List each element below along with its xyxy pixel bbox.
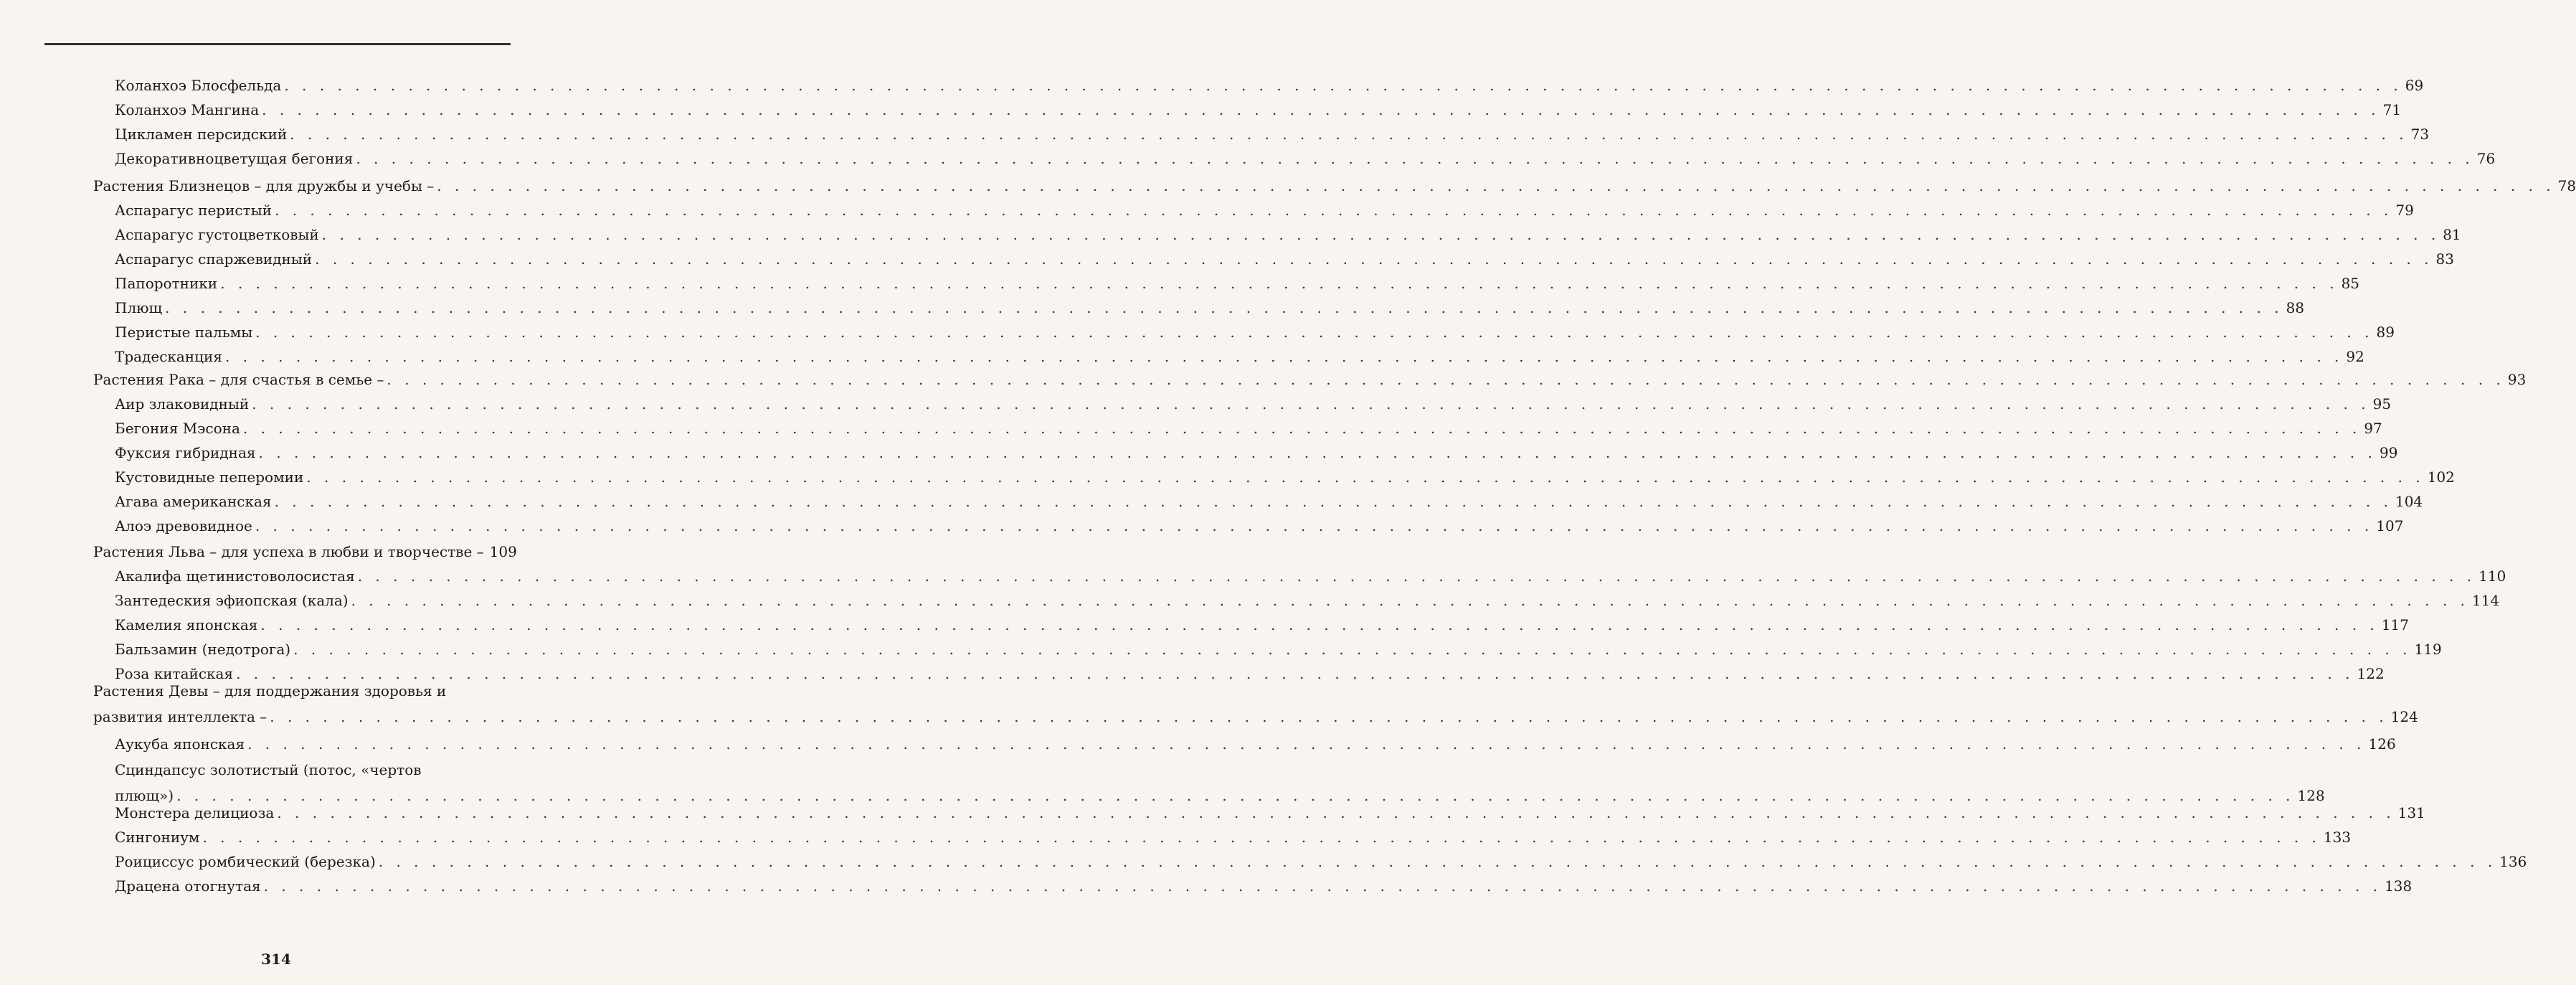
toc-entry-title: развития интеллекта – — [93, 708, 267, 725]
dot-leader: . . . . . . . . . . . . . . . . . . . . . . . . . . . . . . . . . . . . . . . . . . . . . . . . . . . . . . . . . . . . . . . . . . . . . . . . . . . . . . . . . . . . . . . . . . . . . . . . . . . . . . . . . . . . . . . . . . . . . . . . — [252, 395, 2370, 413]
toc-entry-title: Папоротники — [115, 275, 218, 292]
toc-entry-title: Коланхоэ Мангина — [115, 101, 260, 118]
toc-entry-title: Аспарагус спаржевидный — [115, 250, 313, 268]
dot-leader: . . . . . . . . . . . . . . . . . . . . . . . . . . . . . . . . . . . . . . . . . . . . . . . . . . . . . . . . . . . . . . . . . . . . . . . . . . . . . . . . . . . . . . . . . . . . . . . . . . . . . . . . . . . . . . . . . . . . . . . . — [165, 299, 2283, 316]
toc-entry-title-line: Сциндапсус золотистый (потос, «чертов — [115, 761, 422, 778]
dot-leader: . . . . . . . . . . . . . . . . . . . . . . . . . . . . . . . . . . . . . . . . . . . . . . . . . . . . . . . . . . . . . . . . . . . . . . . . . . . . . . . . . . . . . . . . . . . . . . . . . . . . . . . . . . . . . . . . . . . . . . . . — [255, 324, 2374, 341]
toc-entry-title: Бальзамин (недотрога) — [115, 641, 291, 658]
toc-entry-title: Аир злаковидный — [115, 395, 250, 413]
dot-leader: . . . . . . . . . . . . . . . . . . . . . . . . . . . . . . . . . . . . . . . . . . . . . . . . . . . . . . . . . . . . . . . . . . . . . . . . . . . . . . . . . . . . . . . . . . . . . . . . . . . . . . . . . . . . . . . . . . . . . . . . — [247, 735, 2366, 753]
toc-page-number: 79 — [2395, 202, 2414, 219]
toc-entry-title: Плющ — [115, 299, 163, 316]
toc-page-number: 95 — [2372, 395, 2392, 413]
dot-leader: . . . . . . . . . . . . . . . . . . . . . . . . . . . . . . . . . . . . . . . . . . . . . . . . . . . . . . . . . . . . . . . . . . . . . . . . . . . . . . . . . . . . . . . . . . . . . . . . . . . . . . . . . . . . . . . . . . . . . . . . — [236, 665, 2354, 682]
dot-leader: . . . . . . . . . . . . . . . . . . . . . . . . . . . . . . . . . . . . . . . . . . . . . . . . . . . . . . . . . . . . . . . . . . . . . . . . . . . . . . . . . . . . . . . . . . . . . . . . . . . . . . . . . . . . . . . . . . . . . . . . — [258, 444, 2377, 461]
toc-page-number: 78 — [2557, 177, 2576, 194]
toc-page-number: 97 — [2364, 420, 2382, 437]
toc-entry-title: Растения Близнецов – для дружбы и учебы – — [93, 177, 435, 194]
dot-leader: . . . . . . . . . . . . . . . . . . . . . . . . . . . . . . . . . . . . . . . . . . . . . . . . . . . . . . . . . . . . . . . . . . . . . . . . . . . . . . . . . . . . . . . . . . . . . . . . . . . . . . . . . . . . . . . . . . . . . . . . — [260, 616, 2379, 633]
toc-page-number: 69 — [2405, 77, 2424, 94]
toc-page-number: 104 — [2395, 493, 2423, 510]
toc-page-number: 107 — [2376, 517, 2404, 534]
toc-page-number: 126 — [2368, 735, 2396, 753]
toc-page-number: 89 — [2376, 324, 2395, 341]
toc-entry-title: Зантедеския эфиопская (кала) — [115, 592, 349, 609]
dot-leader: . . . . . . . . . . . . . . . . . . . . . . . . . . . . . . . . . . . . . . . . . . . . . . . . . . . . . . . . . . . . . . . . . . . . . . . . . . . . . . . . . . . . . . . . . . . . . . . . . . . . . . . . . . . . . . . . . . . . . . . . — [277, 804, 2395, 821]
dot-leader: . . . . . . . . . . . . . . . . . . . . . . . . . . . . . . . . . . . . . . . . . . . . . . . . . . . . . . . . . . . . . . . . . . . . . . . . . . . . . . . . . . . . . . . . . . . . . . . . . . . . . . . . . . . . . . . . . . . . . . . . — [270, 708, 2388, 725]
dot-leader: . . . . . . . . . . . . . . . . . . . . . . . . . . . . . . . . . . . . . . . . . . . . . . . . . . . . . . . . . . . . . . . . . . . . . . . . . . . . . . . . . . . . . . . . . . . . . . . . . . . . . . . . . . . . . . . . . . . . . . . . — [378, 853, 2497, 870]
toc-page-number: 119 — [2414, 641, 2442, 658]
dot-leader: . . . . . . . . . . . . . . . . . . . . . . . . . . . . . . . . . . . . . . . . . . . . . . . . . . . . . . . . . . . . . . . . . . . . . . . . . . . . . . . . . . . . . . . . . . . . . . . . . . . . . . . . . . . . . . . . . . . . . . . . — [290, 126, 2408, 143]
toc-page-number: 71 — [2382, 101, 2402, 118]
toc-page-number: 136 — [2499, 853, 2527, 870]
dot-leader: . . . . . . . . . . . . . . . . . . . . . . . . . . . . . . . . . . . . . . . . . . . . . . . . . . . . . . . . . . . . . . . . . . . . . . . . . . . . . . . . . . . . . . . . . . . . . . . . . . . . . . . . . . . . . . . . . . . . . . . . — [220, 275, 2339, 292]
toc-page-number: 85 — [2341, 275, 2360, 292]
toc-entry-title: Кустовидные пеперомии — [115, 468, 304, 486]
toc-page-number: 114 — [2472, 592, 2500, 609]
toc-page-number: 81 — [2443, 226, 2461, 243]
dot-leader: . . . . . . . . . . . . . . . . . . . . . . . . . . . . . . . . . . . . . . . . . . . . . . . . . . . . . . . . . . . . . . . . . . . . . . . . . . . . . . . . . . . . . . . . . . . . . . . . . . . . . . . . . . . . . . . . . . . . . . . . — [224, 348, 2344, 365]
toc-entry-title: Растения Рака – для счастья в семье – — [93, 371, 384, 388]
toc-page-number: 83 — [2435, 250, 2454, 268]
toc-entry-title: Монстера делициоза — [115, 804, 275, 821]
toc-entry-title: Декоративноцветущая бегония — [115, 150, 354, 167]
toc-page-number: 133 — [2323, 829, 2352, 846]
dot-leader: . . . . . . . . . . . . . . . . . . . . . . . . . . . . . . . . . . . . . . . . . . . . . . . . . . . . . . . . . . . . . . . . . . . . . . . . . . . . . . . . . . . . . . . . . . . . . . . . . . . . . . . . . . . . . . . . . . . . . . . . — [356, 150, 2474, 167]
toc-page-number: 131 — [2397, 804, 2425, 821]
dot-leader: . . . . . . . . . . . . . . . . . . . . . . . . . . . . . . . . . . . . . . . . . . . . . . . . . . . . . . . . . . . . . . . . . . . . . . . . . . . . . . . . . . . . . . . . . . . . . . . . . . . . . . . . . . . . . . . . . . . . . . . . — [321, 226, 2440, 243]
toc-page-number: 128 — [2297, 787, 2325, 804]
dot-leader: . . . . . . . . . . . . . . . . . . . . . . . . . . . . . . . . . . . . . . . . . . . . . . . . . . . . . . . . . . . . . . . . . . . . . . . . . . . . . . . . . . . . . . . . . . . . . . . . . . . . . . . . . . . . . . . . . . . . . . . . — [351, 592, 2470, 609]
toc-page-number: 109 — [489, 543, 517, 560]
toc-entry-title: Драцена отогнутая — [115, 877, 261, 895]
toc-page-number: 122 — [2357, 665, 2385, 682]
toc-entry-title: Роициссус ромбический (березка) — [115, 853, 376, 870]
toc-page-number: 138 — [2385, 877, 2412, 895]
toc-entry-title: Роза китайская — [115, 665, 234, 682]
dot-leader: . . . . . . . . . . . . . . . . . . . . . . . . . . . . . . . . . . . . . . . . . . . . . . . . . . . . . . . . . . . . . . . . . . . . . . . . . . . . . . . . . . . . . . . . . . . . . . . . . . . . . . . . . . . . . . . . . . . . . . . . — [306, 468, 2425, 486]
toc-page-number: 110 — [2478, 567, 2506, 585]
toc-entry-title: Акалифа щетинистоволосистая — [115, 567, 355, 585]
toc-entry-title: Традесканция — [115, 348, 222, 365]
toc-entry-title: Цикламен персидский — [115, 126, 288, 143]
toc-page-number: 102 — [2427, 468, 2455, 486]
toc-page-number: 92 — [2346, 348, 2364, 365]
toc-page-number: 99 — [2379, 444, 2398, 461]
toc-entry-title: Сингониум — [115, 829, 200, 846]
dot-leader: . . . . . . . . . . . . . . . . . . . . . . . . . . . . . . . . . . . . . . . . . . . . . . . . . . . . . . . . . . . . . . . . . . . . . . . . . . . . . . . . . . . . . . . . . . . . . . . . . . . . . . . . . . . . . . . . . . . . . . . . — [293, 641, 2412, 658]
dot-leader: . . . . . . . . . . . . . . . . . . . . . . . . . . . . . . . . . . . . . . . . . . . . . . . . . . . . . . . . . . . . . . . . . . . . . . . . . . . . . . . . . . . . . . . . . . . . . . . . . . . . . . . . . . . . . . . . . . . . . . . . — [315, 250, 2433, 268]
dot-leader: . . . . . . . . . . . . . . . . . . . . . . . . . . . . . . . . . . . . . . . . . . . . . . . . . . . . . . . . . . . . . . . . . . . . . . . . . . . . . . . . . . . . . . . . . . . . . . . . . . . . . . . . . . . . . . . . . . . . . . . . — [263, 877, 2382, 895]
toc-entry-title: Аспарагус перистый — [115, 202, 272, 219]
dot-leader: . . . . . . . . . . . . . . . . . . . . . . . . . . . . . . . . . . . . . . . . . . . . . . . . . . . . . . . . . . . . . . . . . . . . . . . . . . . . . . . . . . . . . . . . . . . . . . . . . . . . . . . . . . . . . . . . . . . . . . . . — [255, 517, 2374, 534]
dot-leader: . . . . . . . . . . . . . . . . . . . . . . . . . . . . . . . . . . . . . . . . . . . . . . . . . . . . . . . . . . . . . . . . . . . . . . . . . . . . . . . . . . . . . . . . . . . . . . . . . . . . . . . . . . . . . . . . . . . . . . . . — [274, 493, 2392, 510]
dot-leader: . . . . . . . . . . . . . . . . . . . . . . . . . . . . . . . . . . . . . . . . . . . . . . . . . . . . . . . . . . . . . . . . . . . . . . . . . . . . . . . . . . . . . . . . . . . . . . . . . . . . . . . . . . . . . . . . . . . . . . . . — [262, 101, 2380, 118]
toc-entry-title: Перистые пальмы — [115, 324, 253, 341]
toc-entry-title: Алоэ древовидное — [115, 517, 252, 534]
toc-entry-title: Фуксия гибридная — [115, 444, 256, 461]
page-number: 314 — [261, 951, 291, 968]
dot-leader: . . . . . . . . . . . . . . . . . . . . . . . . . . . . . . . . . . . . . . . . . . . . . . . . . . . . . . . . . . . . . . . . . . . . . . . . . . . . . . . . . . . . . . . . . . . . . . . . . . . . . . . . . . . . . . . . . . . . . . . . — [176, 787, 2295, 804]
toc-page-number: 93 — [2507, 371, 2527, 388]
dot-leader: . . . . . . . . . . . . . . . . . . . . . . . . . . . . . . . . . . . . . . . . . . . . . . . . . . . . . . . . . . . . . . . . . . . . . . . . . . . . . . . . . . . . . . . . . . . . . . . . . . . . . . . . . . . . . . . . . . . . . . . . — [202, 829, 2321, 846]
toc-page-number: 124 — [2390, 708, 2418, 725]
dot-leader: . . . . . . . . . . . . . . . . . . . . . . . . . . . . . . . . . . . . . . . . . . . . . . . . . . . . . . . . . . . . . . . . . . . . . . . . . . . . . . . . . . . . . . . . . . . . . . . . . . . . . . . . . . . . . . . . . . . . . . . . — [242, 420, 2362, 437]
toc-entry-title: Коланхоэ Блосфельда — [115, 77, 282, 94]
toc-entry-title: Бегония Мэсона — [115, 420, 240, 437]
dot-leader: . . . . . . . . . . . . . . . . . . . . . . . . . . . . . . . . . . . . . . . . . . . . . . . . . . . . . . . . . . . . . . . . . . . . . . . . . . . . . . . . . . . . . . . . . . . . . . . . . . . . . . . . . . . . . . . . . . . . . . . . — [357, 567, 2476, 585]
toc-entry-title: Камелия японская — [115, 616, 258, 633]
toc-page-number: 117 — [2381, 616, 2409, 633]
dot-leader: . . . . . . . . . . . . . . . . . . . . . . . . . . . . . . . . . . . . . . . . . . . . . . . . . . . . . . . . . . . . . . . . . . . . . . . . . . . . . . . . . . . . . . . . . . . . . . . . . . . . . . . . . . . . . . . . . . . . . . . . — [274, 202, 2393, 219]
toc-page-number: 88 — [2286, 299, 2305, 316]
toc-page-number: 73 — [2410, 126, 2430, 143]
toc-entry-title-line: Растения Девы – для поддержания здоровья и — [93, 682, 447, 699]
dot-leader: . . . . . . . . . . . . . . . . . . . . . . . . . . . . . . . . . . . . . . . . . . . . . . . . . . . . . . . . . . . . . . . . . . . . . . . . . . . . . . . . . . . . . . . . . . . . . . . . . . . . . . . . . . . . . . . . . . . . . . . . — [437, 177, 2555, 194]
dot-leader: . . . . . . . . . . . . . . . . . . . . . . . . . . . . . . . . . . . . . . . . . . . . . . . . . . . . . . . . . . . . . . . . . . . . . . . . . . . . . . . . . . . . . . . . . . . . . . . . . . . . . . . . . . . . . . . . . . . . . . . . — [284, 77, 2402, 94]
dot-leader: . . . . . . . . . . . . . . . . . . . . . . . . . . . . . . . . . . . . . . . . . . . . . . . . . . . . . . . . . . . . . . . . . . . . . . . . . . . . . . . . . . . . . . . . . . . . . . . . . . . . . . . . . . . . . . . . . . . . . . . . — [387, 371, 2505, 388]
toc-entry-title: плющ») — [115, 787, 174, 804]
toc-page-number: 76 — [2476, 150, 2496, 167]
toc-entry-title: Аспарагус густоцветковый — [115, 226, 319, 243]
toc-entry-title: Агава американская — [115, 493, 272, 510]
toc-entry-title: Растения Льва – для успеха в любви и творчестве – — [93, 543, 484, 560]
toc-entry-title: Аукуба японская — [115, 735, 245, 753]
